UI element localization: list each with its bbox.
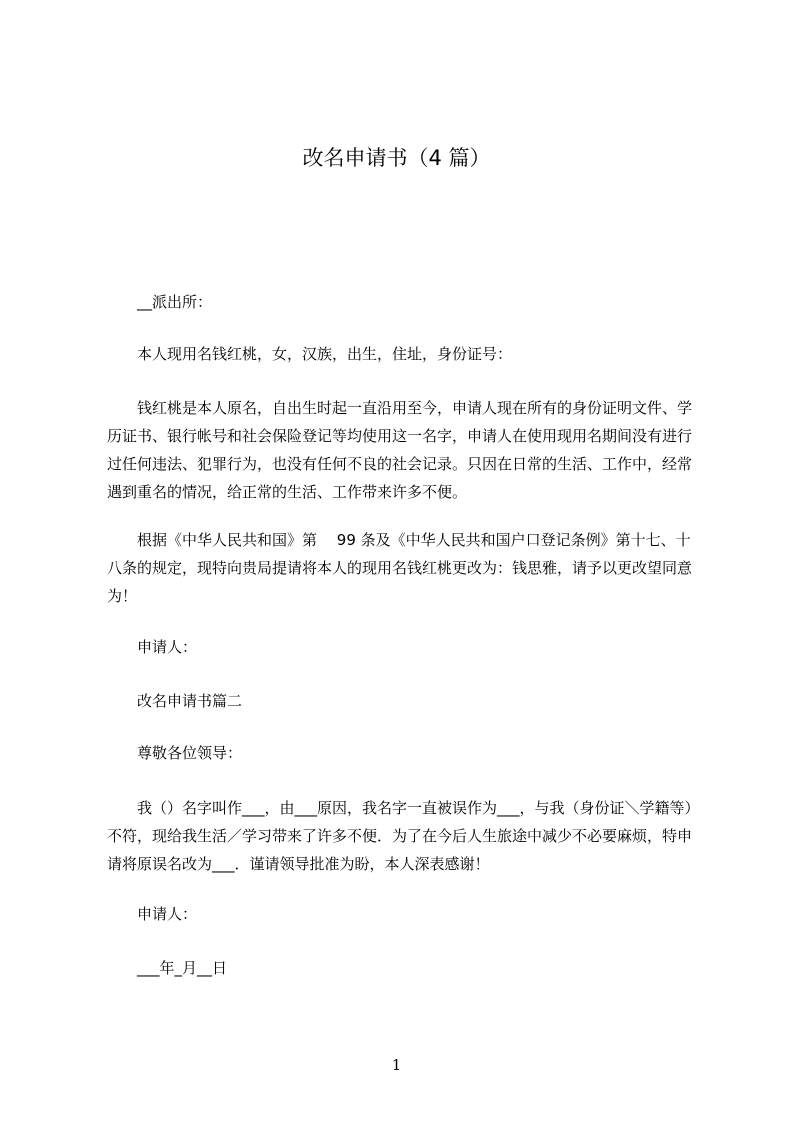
paragraph-legal-basis: 根据《中华人民共和国》第 99 条及《中华人民共和国户口登记条例》第十七、十八条的规定，现特向贵局提请将本人的现用名钱红桃更改为：钱思雅，请予以更改望同意为！ xyxy=(107,531,693,605)
date-line: ___年_月__日 xyxy=(137,959,228,977)
paragraph-reason: 钱红桃是本人原名，自出生时起一直沿用至今，申请人现在所有的身份证明文件、学历证书、银行帐号和社会保险登记等均使用这一名字，申请人在使用现用名期间没有进行过任何违法、犯罪行为，也没有任何不良的社会记录。只因在日常的生活、工作中，经常遇到重名的情况，给正常的生活、工作带来许多不便。 xyxy=(107,399,693,501)
page-number: 1 xyxy=(391,1056,402,1074)
page-title: 改名申请书（4 篇） xyxy=(302,146,491,170)
intro-line: 本人现用名钱红桃，女，汉族，出生，住址，身份证号： xyxy=(137,345,513,363)
applicant-label: 申请人： xyxy=(137,638,198,656)
applicant-label-2: 申请人： xyxy=(137,905,198,923)
paragraph-request: 我（）名字叫作___，由___原因，我名字一直被误作为___，与我（身份证＼学籍等）不符，现给我生活／学习带来了许多不便．为了在今后人生旅途中减少不必要麻烦，特申请将原误名改为___．谨请领导批准为盼，本人深表感谢！ xyxy=(107,799,700,873)
section-title: 改名申请书篇二 xyxy=(137,692,243,710)
recipient-line: __派出所： xyxy=(137,293,213,311)
salutation: 尊敬各位领导： xyxy=(137,744,243,762)
